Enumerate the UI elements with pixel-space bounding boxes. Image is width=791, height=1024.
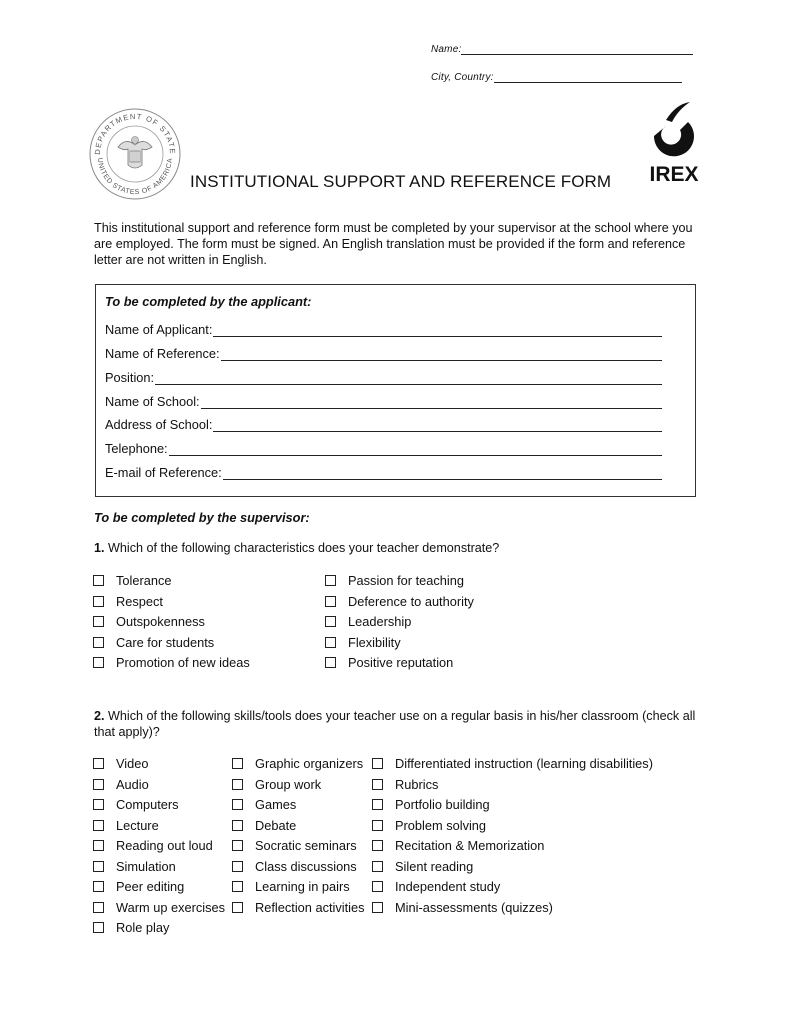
field-label: Telephone: xyxy=(105,441,168,456)
checkbox[interactable] xyxy=(325,596,336,607)
checkbox[interactable] xyxy=(372,799,383,810)
field-line[interactable] xyxy=(155,372,662,385)
q2-option[interactable] xyxy=(232,859,357,874)
option-label: Outspokenness xyxy=(116,614,205,629)
option-label: Recitation & Memorization xyxy=(395,838,545,853)
q2-option[interactable] xyxy=(232,756,363,771)
option-label: Video xyxy=(116,756,149,771)
q2-option[interactable] xyxy=(93,777,149,792)
checkbox[interactable] xyxy=(93,657,104,668)
checkbox[interactable] xyxy=(372,861,383,872)
checkbox[interactable] xyxy=(232,779,243,790)
q1-option[interactable] xyxy=(93,655,250,670)
field-line[interactable] xyxy=(201,396,662,409)
q2-option[interactable] xyxy=(93,838,213,853)
q2-option[interactable] xyxy=(372,838,544,853)
question-2 xyxy=(94,708,704,740)
q1-option[interactable] xyxy=(93,614,205,629)
intro-paragraph: This institutional support and reference form must be completed by your supervisor at the school where you are employed. The form must be signed. An English translation must be provided if the form and reference letter are not written in English. xyxy=(94,221,693,267)
q2-option[interactable] xyxy=(93,859,176,874)
q2-option[interactable] xyxy=(93,900,225,915)
q2-option[interactable] xyxy=(372,777,438,792)
checkbox[interactable] xyxy=(325,637,336,648)
option-label: Flexibility xyxy=(348,635,401,650)
field-name-of-reference[interactable] xyxy=(105,346,662,361)
checkbox[interactable] xyxy=(93,637,104,648)
option-label: Rubrics xyxy=(395,777,439,792)
name-label: Name: xyxy=(431,44,462,55)
svg-text:DEPARTMENT OF STATE: DEPARTMENT OF STATE xyxy=(92,111,178,156)
q2-option[interactable] xyxy=(372,756,653,771)
name-line[interactable] xyxy=(461,54,693,55)
checkbox[interactable] xyxy=(93,799,104,810)
q2-option[interactable] xyxy=(232,900,365,915)
question-number: 1. xyxy=(94,541,105,555)
option-label: Socratic seminars xyxy=(255,838,357,853)
option-label: Games xyxy=(255,797,297,812)
field-label: Name of Applicant: xyxy=(105,322,213,337)
option-label: Independent study xyxy=(395,879,501,894)
checkbox[interactable] xyxy=(93,779,104,790)
checkbox[interactable] xyxy=(93,922,104,933)
field-position[interactable] xyxy=(105,370,662,385)
checkbox[interactable] xyxy=(232,902,243,913)
option-label: Reflection activities xyxy=(255,900,365,915)
city-country-label: City, Country: xyxy=(431,72,494,83)
checkbox[interactable] xyxy=(325,575,336,586)
q2-option[interactable] xyxy=(372,879,500,894)
q1-option[interactable] xyxy=(325,655,453,670)
option-label: Tolerance xyxy=(116,573,172,588)
option-label: Role play xyxy=(116,920,170,935)
q2-option[interactable] xyxy=(372,818,486,833)
option-label: Portfolio building xyxy=(395,797,490,812)
option-label: Debate xyxy=(255,818,297,833)
option-label: Reading out loud xyxy=(116,838,213,853)
q2-option[interactable] xyxy=(232,777,321,792)
field-label: E-mail of Reference: xyxy=(105,465,222,480)
form-title: INSTITUTIONAL SUPPORT AND REFERENCE FORM xyxy=(190,172,612,191)
checkbox[interactable] xyxy=(93,840,104,851)
checkbox[interactable] xyxy=(93,616,104,627)
q1-option[interactable] xyxy=(325,573,464,588)
field-email-of-reference[interactable] xyxy=(105,465,662,480)
checkbox[interactable] xyxy=(93,575,104,586)
checkbox[interactable] xyxy=(232,799,243,810)
option-label: Learning in pairs xyxy=(255,879,350,894)
q1-option[interactable] xyxy=(325,635,401,650)
city-country-line[interactable] xyxy=(494,82,682,83)
checkbox[interactable] xyxy=(372,820,383,831)
field-label: Position: xyxy=(105,370,155,385)
option-label: Computers xyxy=(116,797,179,812)
option-label: Problem solving xyxy=(395,818,487,833)
option-label: Respect xyxy=(116,594,163,609)
checkbox[interactable] xyxy=(232,758,243,769)
option-label: Leadership xyxy=(348,614,412,629)
q2-option[interactable] xyxy=(93,756,149,771)
checkbox[interactable] xyxy=(93,758,104,769)
q2-option[interactable] xyxy=(232,838,357,853)
checkbox[interactable] xyxy=(372,840,383,851)
checkbox[interactable] xyxy=(372,758,383,769)
option-label: Passion for teaching xyxy=(348,573,464,588)
option-label: Group work xyxy=(255,777,322,792)
department-of-state-seal xyxy=(88,107,182,201)
checkbox[interactable] xyxy=(325,616,336,627)
q1-option[interactable] xyxy=(93,573,172,588)
field-line[interactable] xyxy=(223,467,662,480)
q2-option[interactable] xyxy=(372,797,490,812)
option-label: Differentiated instruction (learning disabilities) xyxy=(395,756,653,771)
question-text: Which of the following characteristics does your teacher demonstrate? xyxy=(108,541,500,555)
q1-option[interactable] xyxy=(325,614,411,629)
field-label: Name of School: xyxy=(105,394,200,409)
checkbox[interactable] xyxy=(232,840,243,851)
question-number: 2. xyxy=(94,709,105,723)
field-line[interactable] xyxy=(213,419,662,432)
checkbox[interactable] xyxy=(372,881,383,892)
option-label: Peer editing xyxy=(116,879,185,894)
q1-option[interactable] xyxy=(93,635,214,650)
name-field[interactable] xyxy=(431,44,693,55)
option-label: Simulation xyxy=(116,859,176,874)
q2-option[interactable] xyxy=(93,920,169,935)
field-line[interactable] xyxy=(221,348,662,361)
applicant-heading: To be completed by the applicant: xyxy=(105,294,312,309)
field-address-of-school[interactable] xyxy=(105,417,662,432)
q2-option[interactable] xyxy=(93,879,184,894)
field-name-of-school[interactable] xyxy=(105,394,662,409)
option-label: Care for students xyxy=(116,635,215,650)
irex-logo-text: IREX xyxy=(649,163,699,186)
field-line[interactable] xyxy=(213,324,662,337)
checkbox[interactable] xyxy=(93,596,104,607)
field-name-of-applicant[interactable] xyxy=(105,322,662,337)
field-label: Address of School: xyxy=(105,417,213,432)
option-label: Positive reputation xyxy=(348,655,454,670)
q2-option[interactable] xyxy=(93,818,159,833)
field-telephone[interactable] xyxy=(105,441,662,456)
applicant-section xyxy=(95,284,696,497)
option-label: Deference to authority xyxy=(348,594,474,609)
q1-option[interactable] xyxy=(325,594,474,609)
checkbox[interactable] xyxy=(372,779,383,790)
q2-option[interactable] xyxy=(232,879,350,894)
checkbox[interactable] xyxy=(232,861,243,872)
question-text: Which of the following skills/tools does your teacher use on a regular basis in his/her classroom (check all that apply)? xyxy=(94,709,696,739)
field-label: Name of Reference: xyxy=(105,346,220,361)
checkbox[interactable] xyxy=(93,902,104,913)
q2-option[interactable] xyxy=(232,818,296,833)
option-label: Graphic organizers xyxy=(255,756,364,771)
q1-option[interactable] xyxy=(93,594,163,609)
supervisor-heading: To be completed by the supervisor: xyxy=(94,510,310,525)
option-label: Promotion of new ideas xyxy=(116,655,250,670)
checkbox[interactable] xyxy=(93,861,104,872)
checkbox[interactable] xyxy=(93,881,104,892)
option-label: Audio xyxy=(116,777,149,792)
svg-text:UNITED STATES OF AMERICA: UNITED STATES OF AMERICA xyxy=(95,157,175,197)
option-label: Lecture xyxy=(116,818,159,833)
checkbox[interactable] xyxy=(232,820,243,831)
checkbox[interactable] xyxy=(325,657,336,668)
q2-option[interactable] xyxy=(232,797,296,812)
checkbox[interactable] xyxy=(232,881,243,892)
q2-option[interactable] xyxy=(372,900,553,915)
city-country-field[interactable] xyxy=(431,72,682,83)
irex-logo xyxy=(648,100,700,186)
q2-option[interactable] xyxy=(372,859,473,874)
question-1 xyxy=(94,540,499,556)
option-label: Class discussions xyxy=(255,859,357,874)
q2-option[interactable] xyxy=(93,797,179,812)
checkbox[interactable] xyxy=(93,820,104,831)
option-label: Mini-assessments (quizzes) xyxy=(395,900,553,915)
option-label: Warm up exercises xyxy=(116,900,226,915)
option-label: Silent reading xyxy=(395,859,474,874)
checkbox[interactable] xyxy=(372,902,383,913)
field-line[interactable] xyxy=(169,443,662,456)
